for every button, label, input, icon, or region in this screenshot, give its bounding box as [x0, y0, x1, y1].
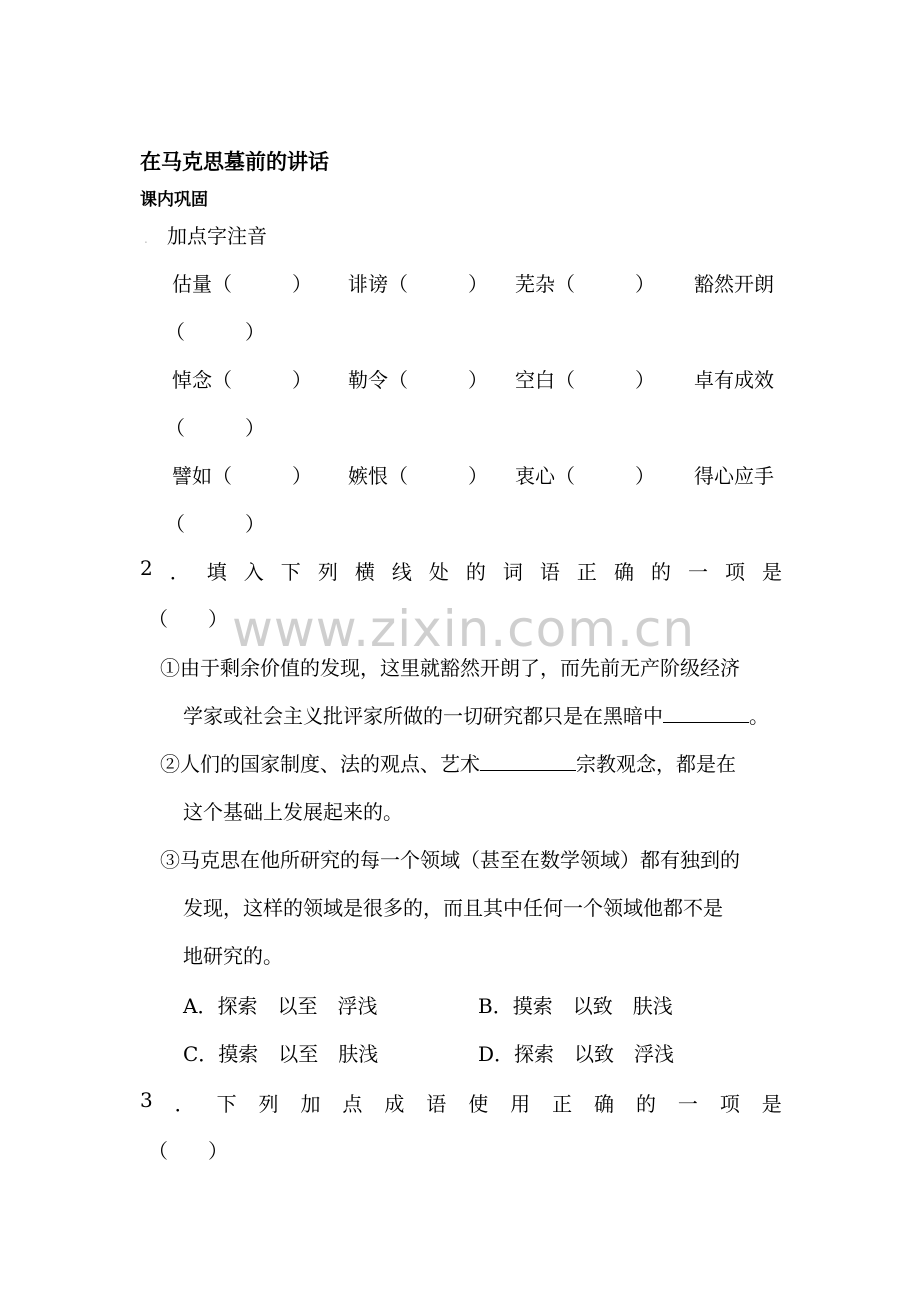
- pinyin-item: 芜杂（ ）: [515, 272, 655, 296]
- sentence-3-end: 地研究的。: [183, 944, 283, 968]
- pinyin-paren: （ ）: [165, 416, 265, 440]
- option-c: C．摸索 以至 肤浅: [183, 1042, 379, 1066]
- pinyin-item: 嫉恨（ ）: [348, 464, 488, 488]
- pinyin-paren: （ ）: [165, 320, 265, 344]
- question-2-prompt: 2 ． 填 入 下 列 横 线 处 的 词 语 正 确 的 一 项 是: [140, 556, 782, 584]
- pinyin-item: 估量（ ）: [172, 272, 312, 296]
- pinyin-item: 悼念（ ）: [172, 368, 312, 392]
- question-3-prompt: 3 ． 下 列 加 点 成 语 使 用 正 确 的 一 项 是: [140, 1088, 782, 1116]
- pinyin-item: 豁然开朗: [694, 272, 774, 296]
- pinyin-item: 空白（ ）: [515, 368, 655, 392]
- pinyin-item: 得心应手: [694, 464, 774, 488]
- option-a: A．探索 以至 浮浅: [183, 994, 378, 1018]
- sentence-1-cont: 学家或社会主义批评家所做的一切研究都只是在黑暗中 。: [183, 704, 769, 728]
- pinyin-paren: （ ）: [165, 512, 265, 536]
- watermark: www.zixin.com.cn: [232, 600, 696, 658]
- sentence-1: ①由于剩余价值的发现，这里就豁然开朗了，而先前无产阶级经济: [160, 656, 740, 680]
- pinyin-item: 衷心（ ）: [515, 464, 655, 488]
- pinyin-item: 勒令（ ）: [348, 368, 488, 392]
- section-subtitle: 课内巩固: [140, 190, 208, 210]
- sentence-2-cont: 这个基础上发展起来的。: [183, 800, 403, 824]
- sentence-2: ②人们的国家制度、法的观点、艺术 宗教观念，都是在: [160, 752, 736, 776]
- sentence-3: ③马克思在他所研究的每一个领域（甚至在数学领域）都有独到的: [160, 848, 740, 872]
- answer-paren: （ ）: [148, 1139, 228, 1163]
- option-b: B．摸索 以致 肤浅: [478, 994, 673, 1018]
- question-number: 2: [140, 556, 153, 580]
- section1-heading: 加点字注音: [167, 224, 267, 248]
- document-title: 在马克思墓前的讲话: [140, 149, 329, 174]
- option-d: D．探索 以致 浮浅: [478, 1042, 675, 1066]
- answer-paren: （ ）: [148, 607, 228, 631]
- question-number: 3: [140, 1088, 153, 1112]
- pinyin-item: 诽谤（ ）: [348, 272, 488, 296]
- fill-blank: [480, 770, 576, 771]
- sentence-3-cont: 发现，这样的领域是很多的，而且其中任何一个领域他都不是: [183, 896, 723, 920]
- pinyin-item: 譬如（ ）: [172, 464, 312, 488]
- item-marker: .: [144, 232, 148, 246]
- pinyin-item: 卓有成效: [694, 368, 774, 392]
- fill-blank: [663, 722, 749, 723]
